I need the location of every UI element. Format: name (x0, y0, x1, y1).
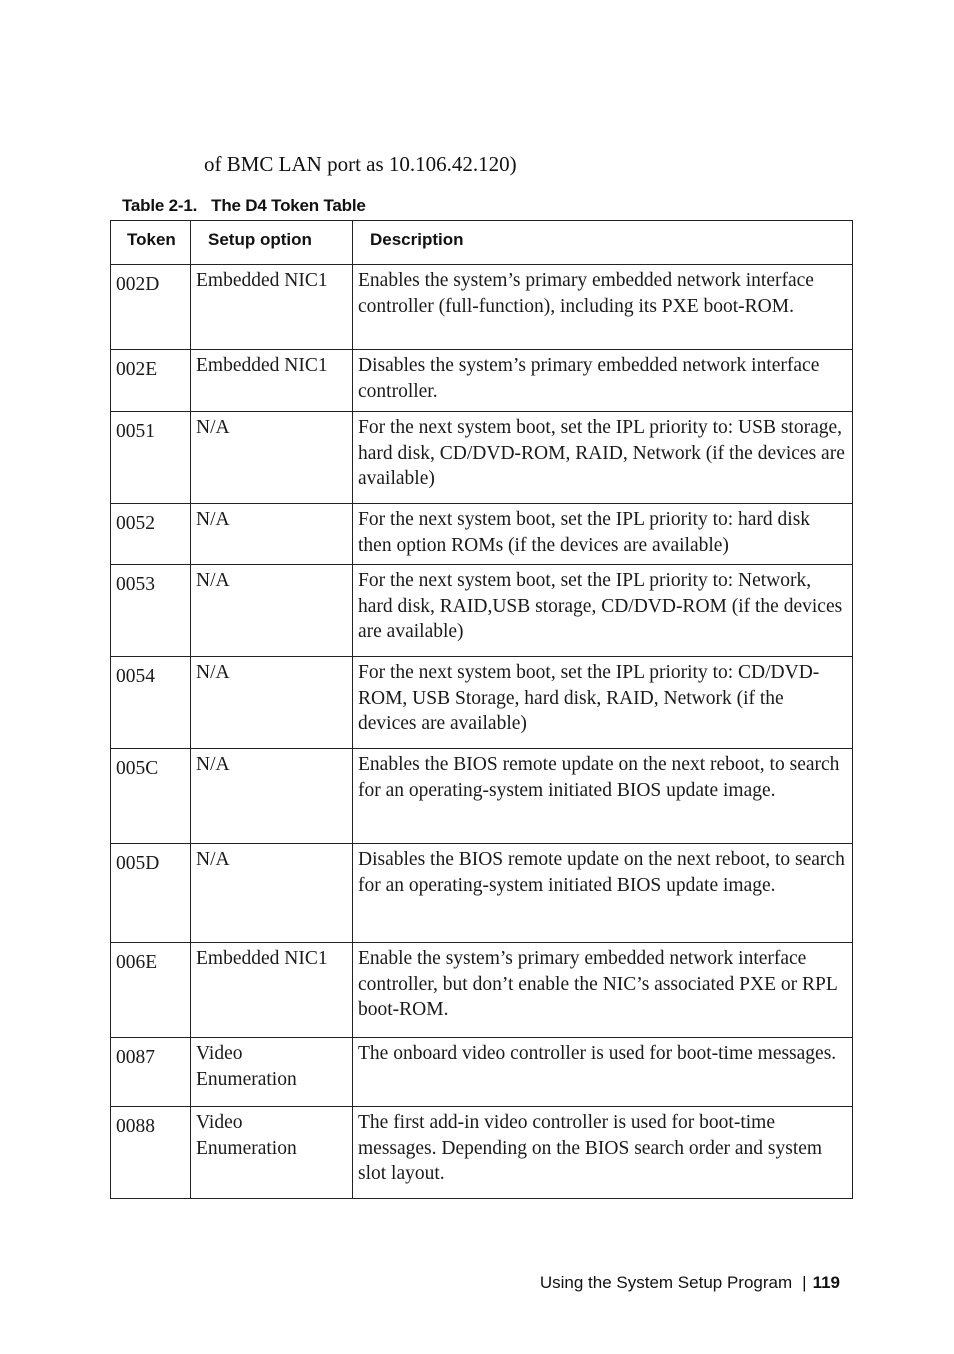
token-cell: 0087 (111, 1038, 191, 1107)
description-cell: The first add-in video controller is used for boot-time messages. Depending on the BIOS search order and system slot layout. (353, 1107, 853, 1199)
description-cell: Enables the BIOS remote update on the next reboot, to search for an operating-system initiated BIOS update image. (353, 749, 853, 844)
description-cell: Enable the system’s primary embedded network interface controller, but don’t enable the NIC’s associated PXE or RPL boot-ROM. (353, 943, 853, 1038)
setup-option-cell: Embedded NIC1 (191, 943, 353, 1038)
token-cell: 002D (111, 265, 191, 350)
token-cell: 002E (111, 350, 191, 412)
setup-option-cell: N/A (191, 412, 353, 504)
description-cell: For the next system boot, set the IPL priority to: CD/DVD-ROM, USB Storage, hard disk, RAID, Network (if the devices are available) (353, 657, 853, 749)
setup-option-cell: Embedded NIC1 (191, 350, 353, 412)
setup-option-cell: Video Enumeration (191, 1107, 353, 1199)
table-row (111, 657, 853, 749)
table-row (111, 1107, 853, 1199)
setup-option-cell: N/A (191, 657, 353, 749)
token-cell: 0052 (111, 504, 191, 565)
token-cell: 005D (111, 844, 191, 943)
table-row (111, 350, 853, 412)
setup-option-cell: Embedded NIC1 (191, 265, 353, 350)
setup-option-cell: N/A (191, 565, 353, 657)
footer-section-title: Using the System Setup Program (539, 1273, 793, 1292)
token-cell: 005C (111, 749, 191, 844)
table-row (111, 844, 853, 943)
table-row (111, 943, 853, 1038)
token-cell: 006E (111, 943, 191, 1038)
header-setup-option: Setup option (191, 221, 353, 265)
setup-option-cell: N/A (191, 749, 353, 844)
token-cell: 0051 (111, 412, 191, 504)
token-table (110, 220, 853, 1199)
table-row (111, 265, 853, 350)
table-row (111, 504, 853, 565)
header-description: Description (353, 221, 853, 265)
page-number: 119 (812, 1273, 840, 1292)
table-row (111, 412, 853, 504)
page-footer (540, 1273, 840, 1293)
intro-text: of BMC LAN port as 10.106.42.120) (204, 152, 517, 176)
description-cell: For the next system boot, set the IPL priority to: USB storage, hard disk, CD/DVD-ROM, RAID, Network (if the devices are available) (353, 412, 853, 504)
header-token: Token (111, 221, 191, 265)
setup-option-cell: Video Enumeration (191, 1038, 353, 1107)
table-caption-title: The D4 Token Table (211, 196, 366, 215)
table-caption-number: Table 2-1. (122, 196, 198, 215)
table-row (111, 749, 853, 844)
token-cell: 0088 (111, 1107, 191, 1199)
token-cell: 0053 (111, 565, 191, 657)
description-cell: For the next system boot, set the IPL priority to: hard disk then option ROMs (if the devices are available) (353, 504, 853, 565)
table-caption (122, 196, 366, 216)
table-row (111, 565, 853, 657)
description-cell: Disables the BIOS remote update on the next reboot, to search for an operating-system initiated BIOS update image. (353, 844, 853, 943)
description-cell: Disables the system’s primary embedded network interface controller. (353, 350, 853, 412)
setup-option-cell: N/A (191, 504, 353, 565)
description-cell: The onboard video controller is used for boot-time messages. (353, 1038, 853, 1107)
description-cell: For the next system boot, set the IPL priority to: Network, hard disk, RAID,USB storage, CD/DVD-ROM (if the devices are available) (353, 565, 853, 657)
footer-separator: | (802, 1273, 807, 1292)
token-cell: 0054 (111, 657, 191, 749)
setup-option-cell: N/A (191, 844, 353, 943)
description-cell: Enables the system’s primary embedded network interface controller (full-function), including its PXE boot-ROM. (353, 265, 853, 350)
table-header-row (111, 221, 853, 265)
table-row (111, 1038, 853, 1107)
